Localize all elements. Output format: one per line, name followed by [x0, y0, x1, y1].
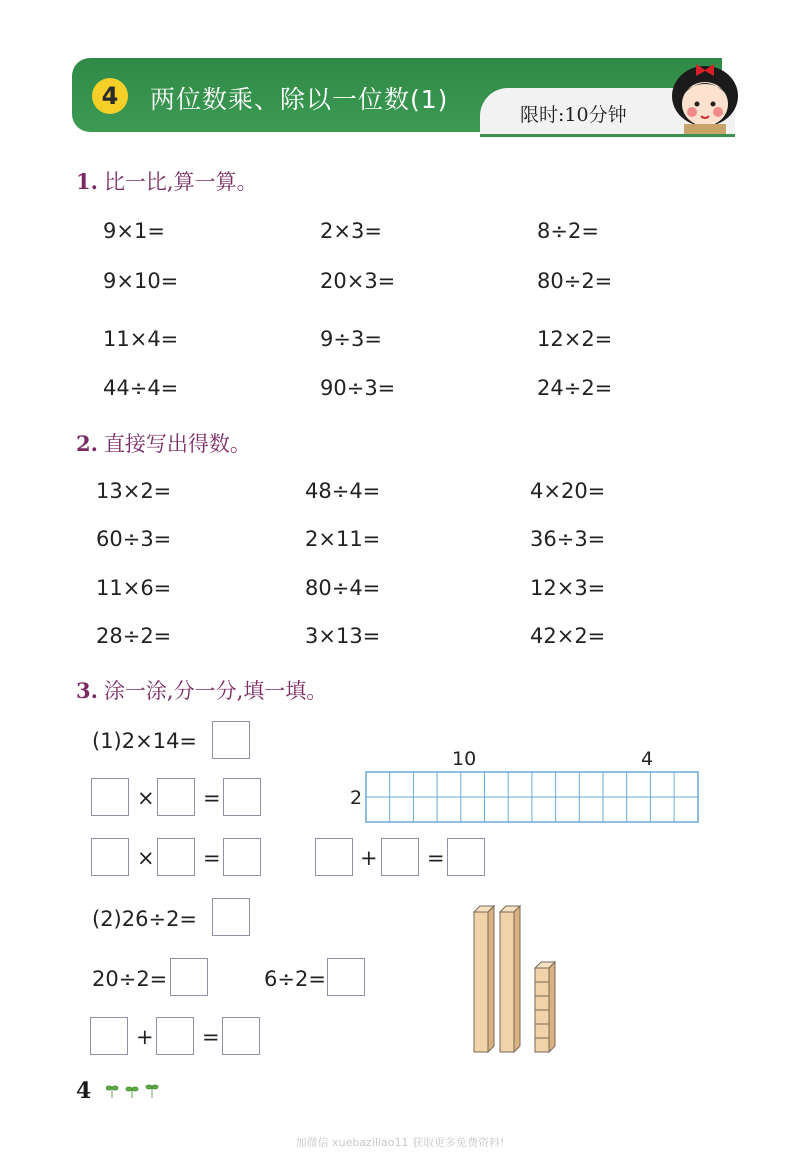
equals-sign: =	[202, 1025, 220, 1049]
equals-sign: =	[203, 786, 221, 810]
problem: 20×3=	[320, 269, 396, 293]
problem: 13×2=	[96, 479, 172, 503]
problem: 11×4=	[103, 327, 179, 351]
base-ten-blocks	[468, 904, 560, 1054]
problem: 2×3=	[320, 219, 382, 243]
girl-illustration	[668, 58, 742, 134]
problem: 12×2=	[537, 327, 613, 351]
problem: 60÷3=	[96, 527, 172, 551]
page-number: 4	[76, 1078, 92, 1104]
section-1-number: 1.	[76, 169, 98, 194]
problem-6-div-2: 6÷2=	[264, 967, 326, 991]
page-title: 两位数乘、除以一位数(1)	[150, 85, 449, 114]
problem: 80÷4=	[305, 576, 381, 600]
problem: 4×20=	[530, 479, 606, 503]
problem: 11×6=	[96, 576, 172, 600]
problem: 48÷4=	[305, 479, 381, 503]
problem-20-div-2: 20÷2=	[92, 967, 168, 991]
answer-box[interactable]	[157, 838, 195, 876]
answer-box[interactable]	[315, 838, 353, 876]
answer-box[interactable]	[91, 778, 129, 816]
section-3-heading	[76, 675, 327, 705]
part-1-prompt: (1)2×14=	[92, 729, 198, 753]
problem: 2×11=	[305, 527, 381, 551]
problem: 80÷2=	[537, 269, 613, 293]
equals-sign: =	[203, 846, 221, 870]
problem: 36÷3=	[530, 527, 606, 551]
problem: 8÷2=	[537, 219, 599, 243]
answer-box[interactable]	[327, 958, 365, 996]
times-sign: ×	[137, 846, 155, 870]
problem: 44÷4=	[103, 376, 179, 400]
ten-rod-2	[500, 906, 520, 1052]
problem: 12×3=	[530, 576, 606, 600]
lesson-number-badge: 4	[92, 78, 128, 114]
problem: 42×2=	[530, 624, 606, 648]
answer-box[interactable]	[223, 838, 261, 876]
section-1-heading	[76, 166, 258, 196]
section-1-title: 比一比,算一算。	[103, 170, 258, 194]
answer-box[interactable]	[212, 721, 250, 759]
section-2-heading	[76, 428, 251, 458]
plus-sign: +	[136, 1025, 154, 1049]
unit-cubes-stack	[535, 962, 555, 1052]
time-limit: 限时:10分钟	[520, 104, 627, 126]
section-3-title: 涂一涂,分一分,填一填。	[103, 679, 328, 703]
part-2-prompt: (2)26÷2=	[92, 907, 198, 931]
problem: 9÷3=	[320, 327, 382, 351]
answer-box[interactable]	[170, 958, 208, 996]
problem: 9×10=	[103, 269, 179, 293]
equals-sign: =	[427, 846, 445, 870]
answer-box[interactable]	[222, 1017, 260, 1055]
problem: 24÷2=	[537, 376, 613, 400]
section-3-number: 3.	[76, 678, 98, 703]
ten-rod-1	[474, 906, 494, 1052]
sprout-decoration-icon	[106, 1080, 168, 1100]
grid-label-4: 4	[641, 748, 654, 770]
grid-label-10: 10	[452, 748, 477, 770]
grid-label-2: 2	[350, 787, 363, 809]
problem: 90÷3=	[320, 376, 396, 400]
plus-sign: +	[360, 846, 378, 870]
answer-box[interactable]	[223, 778, 261, 816]
answer-box[interactable]	[90, 1017, 128, 1055]
watermark: 加微信 xuebaziliao11 获取更多免费资料!	[295, 1136, 505, 1149]
answer-box[interactable]	[156, 1017, 194, 1055]
problem: 3×13=	[305, 624, 381, 648]
answer-box[interactable]	[157, 778, 195, 816]
grid-2-by-14[interactable]	[365, 771, 699, 823]
problem: 28÷2=	[96, 624, 172, 648]
answer-box[interactable]	[91, 838, 129, 876]
answer-box[interactable]	[381, 838, 419, 876]
answer-box[interactable]	[212, 898, 250, 936]
times-sign: ×	[137, 786, 155, 810]
answer-box[interactable]	[447, 838, 485, 876]
section-2-title: 直接写出得数。	[103, 432, 251, 456]
problem: 9×1=	[103, 219, 165, 243]
section-2-number: 2.	[76, 431, 98, 456]
